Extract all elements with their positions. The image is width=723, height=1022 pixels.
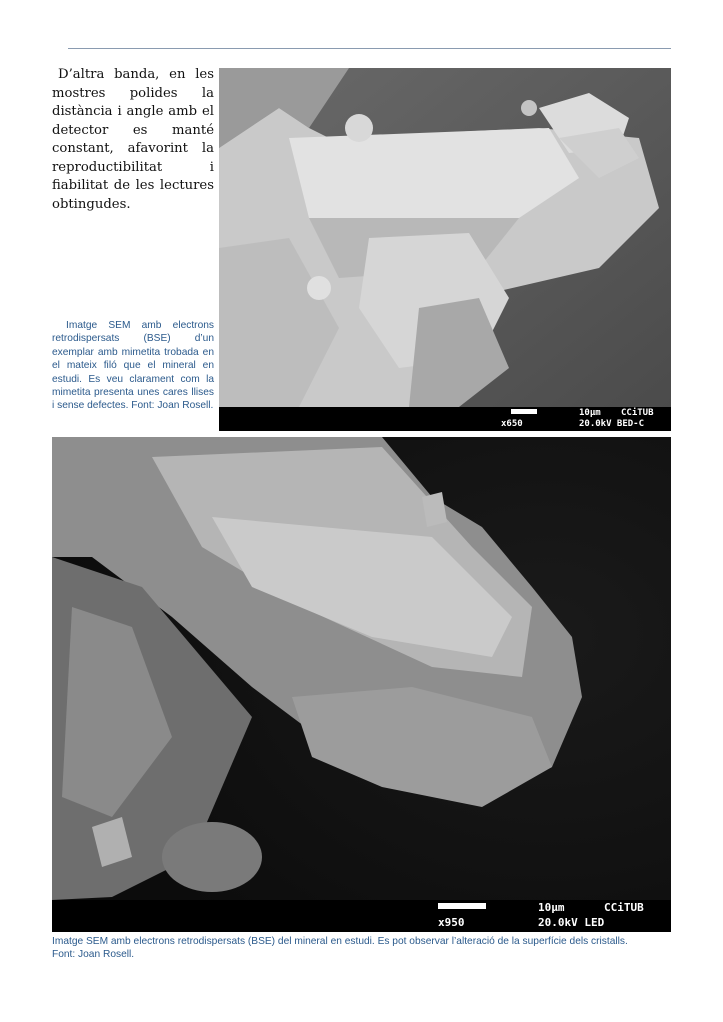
lab-label: CCiTUB <box>621 408 654 418</box>
figure2-caption-text: Imatge SEM amb electrons retrodispersats (BSE) del mineral en estudi. Es pot observar l’alteració de la superfície dels cristalls. <box>52 936 628 947</box>
sem-image-mimetite <box>219 68 671 431</box>
sem-image-mineral <box>52 437 671 932</box>
sem-info-bar <box>52 900 671 932</box>
scale-label: 10µm <box>538 901 565 914</box>
scale-bar <box>438 903 486 909</box>
body-paragraph: D’altra banda, en les mostres polides la distància i angle amb el detector es manté constant, afavorint la reproductibilitat i fiabilitat de les lectures obtingudes. <box>52 67 214 212</box>
voltage-label: 20.0kV BED-C <box>579 419 645 429</box>
scale-label: 10µm <box>579 408 601 418</box>
magnification-label: x650 <box>501 419 523 429</box>
scale-bar <box>511 409 537 414</box>
figure2-caption-source: Font: Joan Rosell. <box>52 949 135 961</box>
sem-info-bar <box>219 407 671 431</box>
figure2-caption <box>52 935 672 962</box>
magnification-label: x950 <box>438 916 465 929</box>
lab-label: CCiTUB <box>604 901 644 914</box>
figure1-caption: Imatge SEM amb electrons retrodispersats (BSE) d’un exemplar amb mimetita trobada en el mateix filó que el mineral en estudi. Es veu clarament com la mimetita presenta unes cares llises i sense defectes. Font: Joan Rosell. <box>52 320 214 412</box>
voltage-label: 20.0kV LED <box>538 916 605 929</box>
header-rule <box>68 48 671 49</box>
